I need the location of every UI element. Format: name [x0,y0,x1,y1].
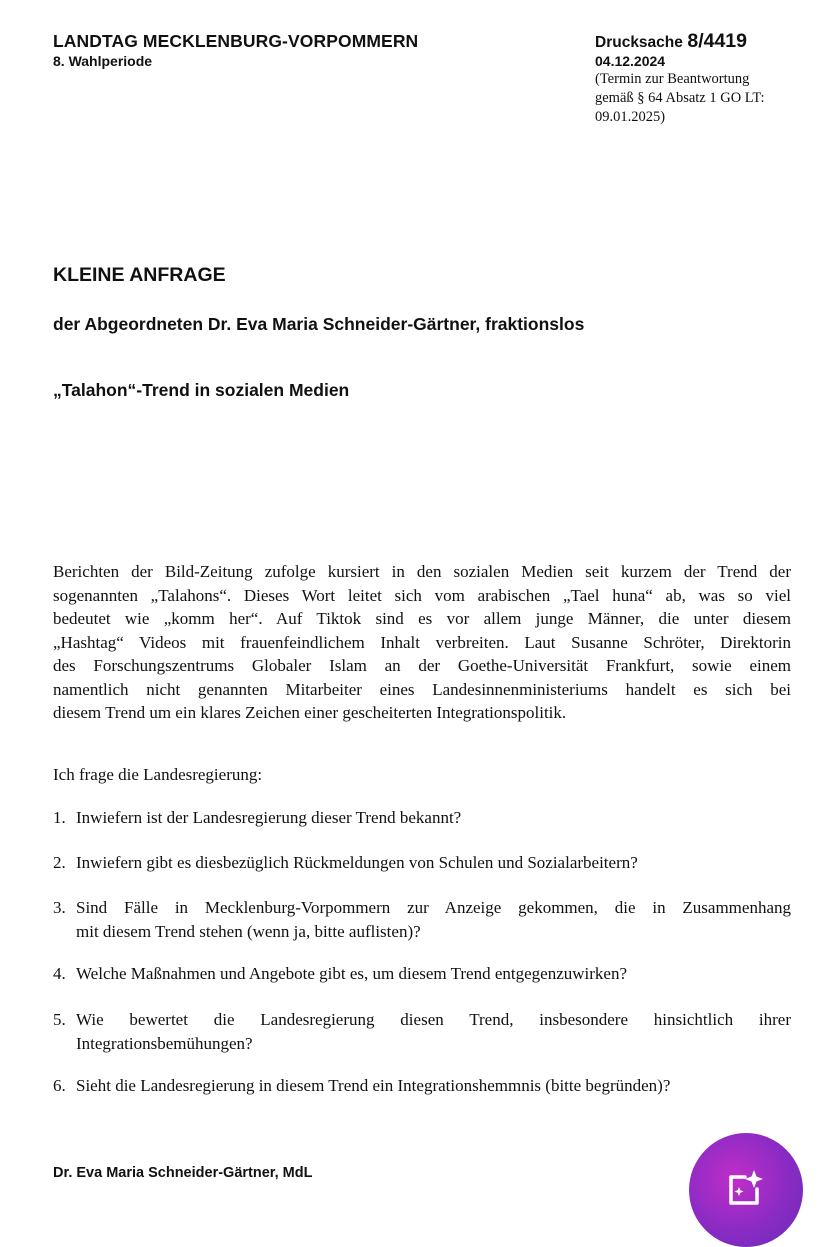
deadline-line: gemäß § 64 Absatz 1 GO LT: [595,90,765,106]
question-number: 2. [53,853,66,872]
question-text: Welche Maßnahmen und Angebote gibt es, um diesem Trend entgegenzuwirken? [76,964,627,983]
question-text: Sieht die Landesregierung in diesem Trend ein Integrationshemmnis (bitte begründen)? [76,1076,671,1095]
document-type: KLEINE ANFRAGE [53,264,226,286]
question-item [53,962,791,986]
question-number: 3. [53,898,66,917]
question-number: 5. [53,1010,66,1029]
question-item [53,1008,791,1055]
body-line: diesem Trend um ein klares Zeichen einer gescheiterten Integrationspolitik. [53,703,567,722]
drucksache-number: 8/4419 [687,30,747,52]
question-text: Integrationsbemühungen? [76,1033,253,1053]
question-number: 6. [53,1076,66,1095]
header-left [53,31,418,70]
deadline-line: 09.01.2025) [595,109,666,125]
body-line: sogenannten „Talahons“. Dieses Wort leitet sich vom arabischen „Tael huna“ ab, was so viel [53,585,791,605]
signature: Dr. Eva Maria Schneider-Gärtner, MdL [53,1165,313,1181]
question-item [53,851,791,875]
question-item [53,896,791,943]
header-right [595,31,795,127]
body-line: „Hashtag“ Videos mit frauenfeindlichem Inhalt verbreiten. Laut Susanne Schröter, Direktorin [53,632,791,652]
question-intro: Ich frage die Landesregierung: [53,765,263,784]
document-author: der Abgeordneten Dr. Eva Maria Schneider-Gärtner, fraktionslos [53,314,585,334]
question-item [53,1074,791,1098]
question-number: 1. [53,808,66,827]
body-line: namentlich nicht genannten Mitarbeiter eines Landesinnenministeriums handelt es sich bei [53,679,791,699]
parliament-name: LANDTAG MECKLENBURG-VORPOMMERN [53,31,419,51]
body-line: des Forschungszentrums Globaler Islam an der Goethe-Universität Frankfurt, sowie einem [53,656,791,675]
drucksache-row [595,31,795,53]
document-title: „Talahon“-Trend in sozialen Medien [53,380,350,400]
document-date: 04.12.2024 [595,53,666,69]
drucksache-label: Drucksache [595,34,683,51]
legislative-period: 8. Wahlperiode [53,53,153,69]
question-number: 4. [53,964,66,983]
question-text: Sind Fälle in Mecklenburg-Vorpommern zur Anzeige gekommen, die in Zusammenhang [76,898,791,917]
body-line: Berichten der Bild-Zeitung zufolge kursiert in den sozialen Medien seit kurzem der Trend der [53,562,791,581]
ai-edit-button[interactable] [689,1133,803,1247]
answer-deadline [595,70,795,127]
question-text: Inwiefern gibt es diesbezüglich Rückmeldungen von Schulen und Sozialarbeitern? [76,853,638,872]
question-item [53,806,791,830]
body-line: bedeutet wie „komm her“. Auf Tiktok sind es vor allem junge Männer, die unter diesem [53,609,791,628]
sparkle-edit-icon [725,1167,767,1209]
question-text: mit diesem Trend stehen (wenn ja, bitte auflisten)? [76,921,421,941]
question-text: Inwiefern ist der Landesregierung dieser Trend bekannt? [76,808,462,827]
body-paragraph [53,560,791,725]
question-text: Wie bewertet die Landesregierung diesen Trend, insbesondere hinsichtlich ihrer [76,1010,791,1029]
deadline-line: (Termin zur Beantwortung [595,71,750,87]
